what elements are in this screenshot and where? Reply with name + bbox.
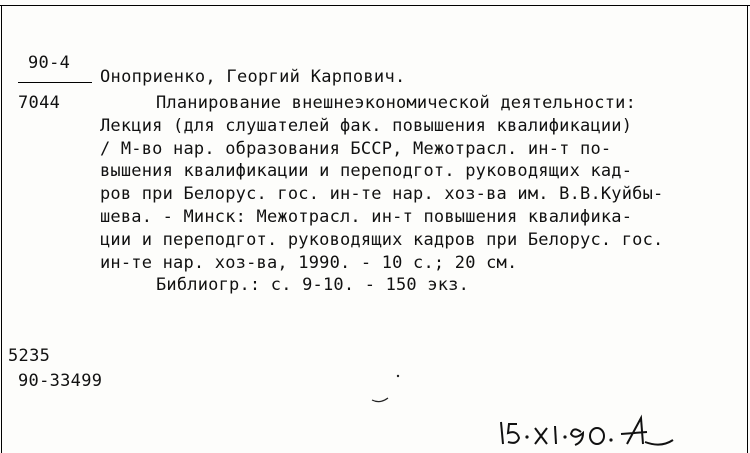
bibliography-note: Библиогр.: с. 9-10. - 150 экз. (156, 275, 470, 296)
card-left-border (1, 5, 2, 453)
description-line: вышения квалификации и переподгот. руководящих кад- (100, 161, 633, 182)
description-line: ции и переподгот. руководящих кадров при Белорус. гос. (100, 229, 664, 250)
description-line: шева. - Минск: Межотрасл. ин-т повышения квалифика- (100, 206, 633, 227)
card-top-border (0, 5, 750, 6)
description-line: / М-во нар. образования БССР, Межотрасл. ин-т по- (100, 138, 612, 159)
description-line: ров при Белорус. гос. ин-те нар. хоз-ва им. В.В.Куйбы- (100, 184, 664, 205)
shelf-mark-rule (18, 82, 92, 83)
description-line: Лекция (для слушателей фак. повышения квалификации) (100, 115, 633, 136)
title-line: Планирование внешнеэкономической деятельности: (156, 93, 637, 113)
card-number: 7044 (18, 93, 61, 113)
registration-number: 90-33499 (18, 371, 103, 391)
card-right-border (747, 5, 748, 453)
shelf-mark: 90-4 (28, 53, 71, 73)
bibliographic-description (100, 92, 740, 297)
description-line: ин-те нар. хоз-ва, 1990. - 10 с.; 20 см. (100, 252, 518, 273)
handwritten-date (495, 412, 685, 450)
ink-specks (360, 370, 420, 410)
accession-code: 5235 (8, 346, 51, 366)
author-heading: Оноприенко, Георгий Карпович. (100, 67, 406, 87)
